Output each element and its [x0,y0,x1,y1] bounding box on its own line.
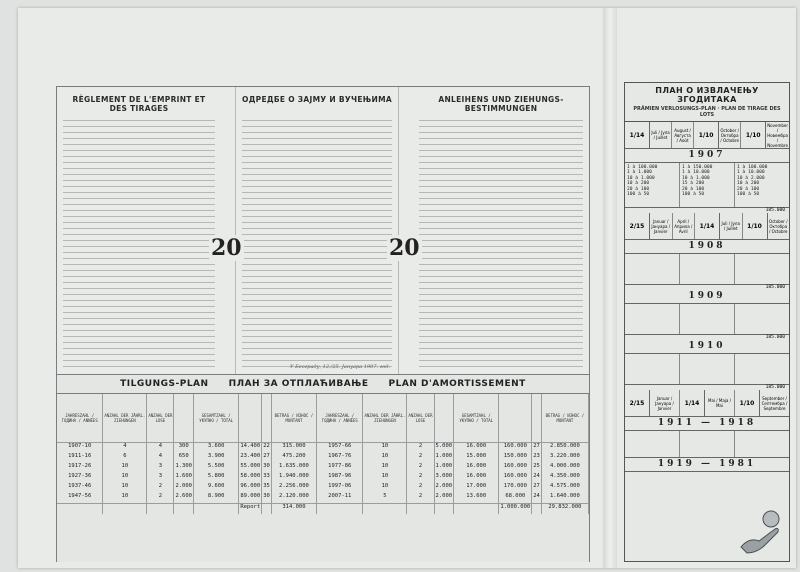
amortisation-total-cell [317,504,363,515]
amortisation-cell: 315.000 [271,443,316,454]
amortisation-cell: 2.256.000 [271,483,316,493]
amortisation-cell: 1.600 [174,473,194,483]
amortisation-total-cell [57,504,103,515]
header-draws: ANZAHL DER JÄHRL. ZIEHUNGEN [103,394,147,443]
amortisation-cell: 2 [407,463,434,473]
amortisation-cell: 10 [103,483,147,493]
amortisation-cell: 25 [532,463,542,473]
amortisation-cell: 2 [407,473,434,483]
draw-date: Januar / Јануара / Janvier [650,213,673,239]
amortisation-cell: 2.000 [434,483,454,493]
prize-total-1908: 185.000 [765,285,785,290]
draw-fraction: 1/14 [680,390,705,416]
amortisation-total-cell [407,504,434,515]
prize-line: 20 à 100 [737,186,760,192]
amortisation-cell: 24 [532,473,542,483]
prize-line: 10 à 1.000 [682,175,710,181]
prize-total-1910: 185.000 [765,385,785,390]
draw-fraction: 1/10 [735,390,760,416]
amortisation-cell: 1967-76 [317,453,363,463]
bond-sheet [18,8,796,568]
amortisation-cell: 16.000 [454,443,499,454]
prize-line: 10 à 1.000 [627,175,655,181]
header-total-2: GESAMTZAHL / УКУПНО / TOTAL [454,394,499,443]
amortisation-cell: 10 [103,493,147,504]
amortisation-plan [57,374,589,562]
amortisation-total-cell [262,504,272,515]
amortisation-cell: 24 [532,493,542,504]
prize-block-1911 [625,431,789,458]
paper-fold [603,8,617,568]
amortisation-cell: 1911-16 [57,453,103,463]
amortisation-cell: 96.000 [239,483,262,493]
serbian-title: ОДРЕДБЕ О ЗАЈМУ И ВУЧЕЊИМА [242,95,392,104]
prize-plan [624,82,790,562]
header-years: JAHRESZAHL / ГОДИНА / ANNÉES [57,394,103,443]
serbian-column [235,87,399,374]
amortisation-cell: 2.850.000 [541,443,588,454]
header-blank [174,394,194,443]
amortisation-cell: 4 [103,443,147,454]
amortisation-cell: 4 [147,453,174,463]
amortisation-cell: 23.400 [239,453,262,463]
prize-line: 1 à 1.000 [627,170,652,176]
prize-line: 100 à 50 [627,192,650,198]
amortisation-cell: 3.220.000 [541,453,588,463]
amortisation-totals-row [57,504,589,515]
prize-line: 15 à 200 [682,181,705,187]
amortisation-total-cell [532,504,542,515]
draw-date: Mai / Маја / Mai [705,390,735,416]
amortisation-total-cell [454,504,499,515]
amortisation-row [57,443,589,454]
prize-line: 100 à 50 [682,192,705,198]
amortisation-total-cell [363,504,407,515]
amortisation-title-de: TILGUNGS-PLAN [120,379,209,389]
header-blank-4 [434,394,454,443]
amortisation-cell: 58.000 [239,473,262,483]
amortisation-cell: 13.600 [454,493,499,504]
header-blank-6 [532,394,542,443]
amortisation-cell: 4.350.000 [541,473,588,483]
draw-fraction: 2/15 [625,390,650,416]
amortisation-total-cell: 314.000 [271,504,316,515]
amortisation-table [57,394,589,514]
header-total: GESAMTZAHL / УКУПНО / TOTAL [194,394,239,443]
amortisation-cell: 30 [262,493,272,504]
amortisation-cell: 68.000 [499,493,532,504]
amortisation-cell: 3.900 [194,453,239,463]
amortisation-cell: 150.000 [499,453,532,463]
draw-dates-row-b [625,213,789,240]
year-heading-1911: 1911 — 1918 [625,417,789,431]
prize-line: 1 à 100.000 [737,165,768,170]
header-blank-2 [239,394,262,443]
amortisation-cell: 8.900 [194,493,239,504]
amortisation-cell: 650 [174,453,194,463]
amortisation-cell: 2 [407,483,434,493]
year-heading-1907: 1907 [625,149,789,163]
header-years-2: JAHRESZAHL / ГОДИНА / ANNÉES [317,394,363,443]
prize-line: 1 à 10.000 [737,170,765,176]
header-amount-2: BETRAG / ИЗНОС / MONTANT [541,394,588,443]
prize-line: 1 à 100.000 [627,165,658,170]
amortisation-cell: 2 [147,483,174,493]
amortisation-cell: 1977-86 [317,463,363,473]
amortisation-cell: 10 [103,463,147,473]
prize-line: 1 à 10.000 [682,170,710,176]
amortisation-cell: 1.635.000 [271,463,316,473]
amortisation-total-cell: Report [239,504,262,515]
amortisation-cell: 170.000 [499,483,532,493]
amortisation-cell: 15.000 [454,453,499,463]
amortisation-total-cell: 1.000.000 [499,504,532,515]
amortisation-total-cell [174,504,194,515]
prize-block-1910 [625,354,789,385]
amortisation-cell: 27 [532,483,542,493]
prize-column [735,254,789,284]
prize-line: 20 à 100 [627,186,650,192]
draw-date: October / Октобра / Octobre [719,122,741,148]
amortisation-cell: 1927-36 [57,473,103,483]
prize-column [625,163,680,207]
year-heading-1919: 1919 — 1981 [625,458,789,472]
prize-line: 10 à 2.000 [737,175,765,181]
amortisation-cell: 3 [147,463,174,473]
amortisation-row [57,453,589,463]
header-lots: ANZAHL DER LOSE [147,394,174,443]
amortisation-title [57,375,589,394]
french-text-block [63,117,215,368]
amortisation-cell: 5.800 [194,473,239,483]
header-blank-3 [262,394,272,443]
amortisation-cell: 4.000.000 [541,463,588,473]
draw-dates-row-a [625,122,789,149]
draw-fraction: 1/10 [694,122,719,148]
amortisation-cell: 9.600 [194,483,239,493]
prize-column [680,354,735,384]
amortisation-cell: 10 [363,443,407,454]
draw-fraction: 1/10 [743,213,768,239]
prize-block-1907 [625,163,789,208]
amortisation-cell: 475.200 [271,453,316,463]
prize-column [625,431,680,457]
amortisation-row [57,473,589,483]
draw-date: August / Августа / Août [672,122,694,148]
amortisation-cell: 4.575.000 [541,483,588,493]
amortisation-cell: 1.940.000 [271,473,316,483]
prize-column [625,254,680,284]
french-column [57,87,221,374]
amortisation-cell: 27 [532,443,542,454]
amortisation-title-sr: ПЛАН ЗА ОТПЛАЋИВАЊЕ [228,379,369,389]
draw-dates-row-c [625,390,789,417]
amortisation-cell: 4 [147,443,174,454]
prize-block-1909 [625,304,789,335]
prize-column [680,431,735,457]
prize-column [680,304,735,334]
prize-column [735,354,789,384]
amortisation-cell: 1907-10 [57,443,103,454]
amortisation-row [57,463,589,473]
amortisation-cell: 1947-56 [57,493,103,504]
german-text-block [419,117,583,368]
amortisation-cell: 1937-46 [57,483,103,493]
prize-column [625,304,680,334]
amortisation-cell: 10 [363,463,407,473]
draw-fraction: 2/15 [625,213,650,239]
amortisation-row [57,483,589,493]
draw-date: April / Априла / Avril [673,213,696,239]
amortisation-cell: 89.000 [239,493,262,504]
amortisation-cell: 2 [407,493,434,504]
amortisation-cell: 1917-26 [57,463,103,473]
prize-plan-title-de: PRÄMIEN VERLOSUNGS-PLAN · PLAN DE TIRAGE DES LOTS [633,106,781,118]
amortisation-cell: 30 [262,463,272,473]
watermark-hand-icon [735,507,783,559]
amortisation-cell: 2.000 [174,483,194,493]
amortisation-row [57,493,589,504]
prize-column [680,163,735,207]
amortisation-total-cell [434,504,454,515]
draw-date: Juli / Јула / Juillet [720,213,743,239]
german-column [413,87,589,374]
amortisation-cell: 160.000 [499,473,532,483]
amortisation-cell: 10 [363,453,407,463]
prize-column [625,354,680,384]
amortisation-cell: 10 [363,483,407,493]
amortisation-header-row [57,394,589,443]
amortisation-cell: 1987-96 [317,473,363,483]
prize-block-1908 [625,254,789,285]
year-heading-1909: 1909 [625,290,789,304]
amortisation-cell: 2007-11 [317,493,363,504]
amortisation-cell: 2.000 [434,493,454,504]
amortisation-total-cell [194,504,239,515]
amortisation-total-cell [147,504,174,515]
seal-number-right: 20 [389,235,420,261]
prize-total-1909: 185.000 [765,335,785,340]
prize-line: 10 à 200 [627,181,650,187]
amortisation-cell: 2.600 [174,493,194,504]
amortisation-cell: 35 [262,483,272,493]
prize-column [735,163,789,207]
amortisation-cell: 23 [532,453,542,463]
amortisation-cell: 2 [407,453,434,463]
amortisation-cell: 160.000 [499,463,532,473]
year-heading-1908: 1908 [625,240,789,254]
amortisation-total-cell: 29.832.000 [541,504,588,515]
amortisation-cell: 3.600 [194,443,239,454]
french-title: RÈGLEMENT DE L'EMPRINT ET DES TIRAGES [72,95,206,113]
draw-date: Januar / Јануара / Janvier [650,390,680,416]
seal-number-left: 20 [211,235,242,261]
prize-column [735,304,789,334]
amortisation-cell: 3 [147,473,174,483]
header-blank-5 [499,394,532,443]
amortisation-cell: 2 [407,443,434,454]
amortisation-cell: 6 [103,453,147,463]
amortisation-cell: 14.400 [239,443,262,454]
prize-total-1907: 185.000 [765,208,785,213]
prize-column [735,431,789,457]
amortisation-cell: 33 [262,473,272,483]
amortisation-cell: 3.000 [434,473,454,483]
amortisation-cell: 2 [147,493,174,504]
amortisation-cell: 17.000 [454,483,499,493]
year-heading-1910: 1910 [625,340,789,354]
amortisation-cell: 1957-66 [317,443,363,454]
amortisation-title-fr: PLAN D'AMORTISSEMENT [388,379,526,389]
prize-plan-title-sr: ПЛАН О ИЗВЛАЧЕЊУ ЗГОДИТАКА [655,86,759,104]
regulations-frame [56,86,590,562]
draw-date: Juli / Јула / Juillet [650,122,672,148]
amortisation-cell: 16.000 [454,463,499,473]
amortisation-cell: 300 [174,443,194,454]
amortisation-cell: 10 [363,473,407,483]
amortisation-cell: 55.000 [239,463,262,473]
header-draws-2: ANZAHL DER JÄHRL. ZIEHUNGEN [363,394,407,443]
amortisation-cell: 5 [363,493,407,504]
header-amount: BETRAG / ИЗНОС / MONTANT [271,394,316,443]
draw-date: October / Октобра / Octobre [768,218,788,234]
prize-column [680,254,735,284]
prize-plan-header [625,83,789,122]
amortisation-cell: 1.640.000 [541,493,588,504]
draw-fraction: 1/14 [695,213,720,239]
draw-date: September / Септембра / Septembre [761,395,788,411]
prize-line: 100 à 50 [737,192,760,198]
prize-line: 10 à 200 [737,181,760,187]
amortisation-cell: 2.120.000 [271,493,316,504]
amortisation-cell: 16.000 [454,473,499,483]
amortisation-cell: 160.000 [499,443,532,454]
amortisation-cell: 22 [262,443,272,454]
signature-line: У Београду, 12./25. Јануара 1907. год. [289,364,390,370]
german-title: ANLEIHENS UND ZIEHUNGS-BESTIMMUNGEN [438,95,564,113]
amortisation-cell: 1.000 [434,463,454,473]
regulations-panel [57,87,589,374]
draw-fraction: 1/10 [741,122,766,148]
draw-fraction: 1/14 [625,122,650,148]
amortisation-total-cell [103,504,147,515]
amortisation-cell: 1.300 [174,463,194,473]
prize-line: 1 à 150.000 [682,165,713,170]
amortisation-cell: 27 [262,453,272,463]
amortisation-cell: 1.000 [434,453,454,463]
amortisation-cell: 1997-06 [317,483,363,493]
header-lots-2: ANZAHL DER LOSE [407,394,434,443]
draw-date: November / Новембра / Novembre [767,122,788,148]
amortisation-cell: 5.000 [434,443,454,454]
amortisation-cell: 5.500 [194,463,239,473]
prize-line: 20 à 100 [682,186,705,192]
serbian-text-block [242,117,392,368]
amortisation-cell: 10 [103,473,147,483]
